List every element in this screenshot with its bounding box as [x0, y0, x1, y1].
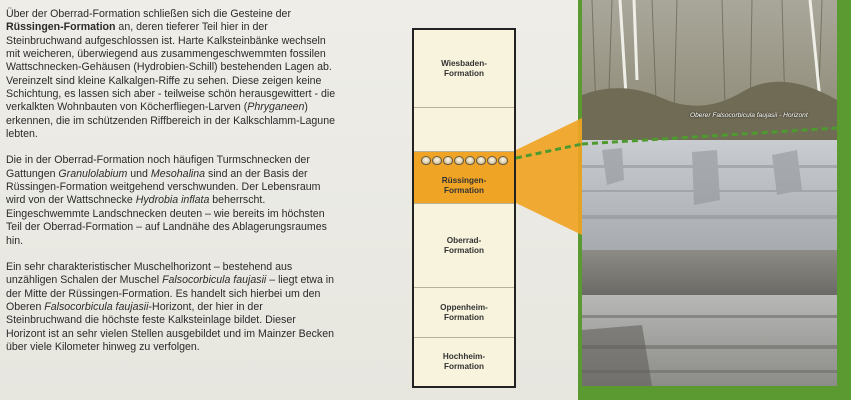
- quarry-wall-photo: [582, 0, 837, 386]
- paragraph-snails: [6, 154, 336, 247]
- text-run: Über der Oberrad-Formation schließen sich die Gesteine der: [6, 8, 291, 20]
- italic-term: Granulolabium: [58, 167, 128, 180]
- mussel-shell-icon: [443, 156, 453, 165]
- mussel-shell-icon: [487, 156, 497, 165]
- horizon-label-suffix: - Horizont: [777, 112, 808, 119]
- italic-term: Falsocorbicula faujasii: [162, 274, 267, 287]
- text-run: – liegt etwa in der Mitte der Rüssingen-Formation. Es handelt sich hierbei um den Oberen: [6, 274, 335, 313]
- mussel-shell-icon: [476, 156, 486, 165]
- layer-wiesbaden-label: Wiesbaden- Formation: [441, 58, 487, 78]
- stratigraphic-column: [412, 28, 516, 388]
- text-run: ) erkennen, die im schützenden Riffbereich in der Kalkschlamm-Lagune lebten.: [6, 101, 335, 141]
- italic-term: Falsocorbicula faujasii: [44, 300, 149, 313]
- layer-hochheim-label: Hochheim- Formation: [442, 352, 486, 371]
- text-run: -Horizont, der hier in der Steinbruchwand die höchste feste Kalksteinlage bildet. Dieser Horizont ist an sehr vielen Stellen ausgebildet und im Mainzer Becken über viele Kilometer hinweg zu verfolgen.: [6, 300, 334, 353]
- quarry-photo-illustration: [582, 0, 837, 386]
- italic-term: Hydrobia inflata: [135, 194, 210, 207]
- mussel-shell-icon: [454, 156, 464, 165]
- text-run: sind an der Basis der Rüssingen-Formation weitgehend verschwunden. Der Lebensraum wird von der Wattschnecke: [6, 167, 321, 207]
- horizon-label-species: Falsocorbicula faujasii: [712, 112, 778, 119]
- italic-term: Phryganeen: [247, 101, 305, 114]
- text-run: Ein sehr charakteristischer Muschelhorizont – bestehend aus unzähligen Schalen der Muschel: [6, 260, 293, 287]
- mussel-shell-icon: [432, 156, 442, 165]
- layer-oppenheim: [414, 288, 514, 338]
- layer-ruessingen: [414, 168, 514, 204]
- layer-hochheim: [414, 338, 514, 386]
- text-run: und: [127, 167, 151, 180]
- layer-oppenheim-label: Oppenheim- Formation: [440, 302, 488, 322]
- bold-term: Rüssingen-Formation: [6, 21, 116, 34]
- paragraph-ruessingen-intro: [6, 8, 336, 141]
- text-run: an, deren tieferer Teil hier in der Steinbruchwand aufgeschlossen ist. Harte Kalksteinbänke wechseln mit weicheren, überwiegend aus zusammengeschwemmten fossilen Wattschnecken-Gehäusen (Hydrobien-Schill) bestehenden Lagen ab. Vereinzelt sind kleine Kalkalgen-Riffe zu sehen. Diese zeigen keine Schichtung, es lassen sich aber - teilweise schön herausgewittert - die verkalkten Wohnbauten von Köcherfliegen-Larven (: [6, 21, 336, 114]
- layer-spacer: [414, 108, 514, 152]
- mussel-shell-icon: [498, 156, 508, 165]
- italic-term: Mesohalina: [150, 167, 206, 180]
- layer-oberrad-label: Oberrad- Formation: [443, 235, 485, 255]
- text-run: Die in der Oberrad-Formation noch häufigen Turmschnecken der Gattungen: [6, 154, 310, 180]
- rock-layer-middle: [582, 250, 837, 295]
- layer-ruessingen-label: Rüssingen- Formation: [441, 175, 487, 195]
- text-run: beherrscht. Eingeschwemmte Landschnecken deuten – wie bereits im höchsten Teil der Oberrad-Formation – auf Landnähe des Ablagerungsraumes hin.: [6, 194, 327, 247]
- horizon-label: [690, 112, 832, 119]
- description-text: [6, 8, 336, 367]
- layer-wiesbaden: [414, 30, 514, 108]
- horizon-label-prefix: Oberer: [690, 112, 713, 119]
- paragraph-mussel-horizon: [6, 261, 336, 354]
- scree-shadow: [582, 325, 652, 386]
- mussel-shell-icon: [465, 156, 475, 165]
- mussel-shell-icon: [421, 156, 431, 165]
- mussel-horizon-band: [414, 152, 514, 168]
- layer-oberrad: [414, 204, 514, 288]
